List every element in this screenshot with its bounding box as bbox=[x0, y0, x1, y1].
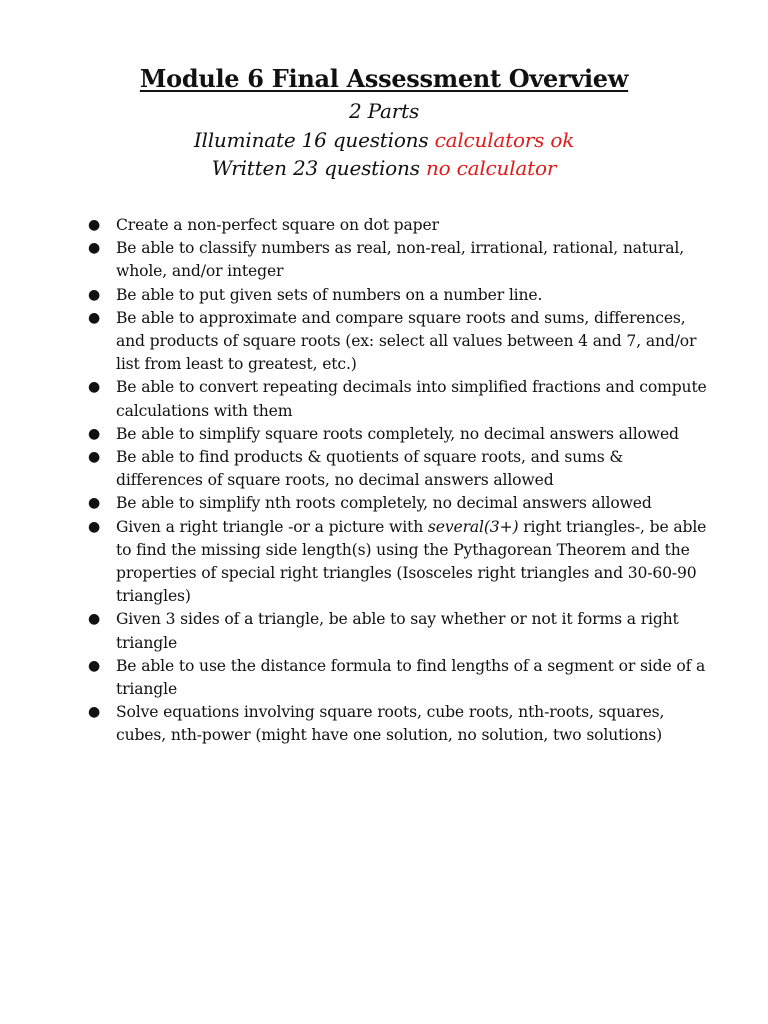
list-item bbox=[88, 655, 710, 701]
list-item-text-before: Given a right triangle -or a picture with bbox=[116, 517, 428, 536]
list-item bbox=[88, 284, 710, 307]
list-item bbox=[88, 214, 710, 237]
illuminate-note: calculators ok bbox=[434, 128, 575, 152]
written-line bbox=[0, 156, 768, 180]
bullet-icon: ● bbox=[88, 425, 101, 442]
list-item bbox=[88, 608, 710, 654]
list-item-text: Be able to use the distance formula to find lengths of a segment or side of a triangle bbox=[116, 656, 706, 699]
list-item bbox=[88, 307, 710, 377]
list-item-emphasis: several(3+) bbox=[427, 517, 519, 536]
list-item-text: Be able to simplify square roots completely, no decimal answers allowed bbox=[116, 424, 679, 443]
list-item-text: Be able to simplify nth roots completely, no decimal answers allowed bbox=[116, 494, 652, 513]
list-item-text: Create a non-perfect square on dot paper bbox=[116, 216, 439, 234]
bullet-icon: ● bbox=[88, 704, 101, 721]
bullet-icon: ● bbox=[88, 309, 101, 326]
topic-list bbox=[88, 214, 710, 748]
list-item bbox=[88, 516, 710, 609]
list-item-text: Be able to classify numbers as real, non-real, irrational, rational, natural, whole, and/or integer bbox=[116, 239, 685, 281]
list-item bbox=[88, 376, 710, 422]
list-item bbox=[88, 492, 710, 515]
list-item-text: Be able to approximate and compare square roots and sums, differences, and products of square roots (ex: select all values between 4 and 7, and/or list from least to greatest, etc.) bbox=[116, 308, 697, 374]
bullet-icon: ● bbox=[88, 240, 101, 257]
list-item-text: Given 3 sides of a triangle, be able to say whether or not it forms a right triangle bbox=[116, 610, 679, 652]
written-text: Written 23 questions bbox=[211, 156, 426, 180]
illuminate-text: Illuminate 16 questions bbox=[193, 128, 435, 152]
bullet-icon: ● bbox=[88, 286, 101, 303]
bullet-icon: ● bbox=[88, 611, 101, 628]
list-item bbox=[88, 446, 710, 492]
bullet-icon: ● bbox=[88, 657, 101, 674]
bullet-icon: ● bbox=[88, 495, 101, 512]
list-item bbox=[88, 237, 710, 283]
list-item-text: Be able to put given sets of numbers on a number line. bbox=[116, 285, 543, 304]
list-item-text-after: right triangles-, be able to find the missing side length(s) using the Pythagorean Theorem and the properties of special right triangles (Isosceles right triangles and 30-60-90 triangles) bbox=[116, 517, 707, 606]
illuminate-line bbox=[0, 128, 768, 152]
list-item bbox=[88, 701, 710, 747]
list-item-text: Be able to find products & quotients of square roots, and sums & differences of square roots, no decimal answers allowed bbox=[116, 448, 624, 490]
list-item-text: Solve equations involving square roots, cube roots, nth-roots, squares, cubes, nth-power (might have one solution, no solution, two solutions) bbox=[116, 703, 665, 745]
bullet-icon: ● bbox=[88, 217, 101, 233]
bullet-icon: ● bbox=[88, 518, 101, 535]
list-item bbox=[88, 423, 710, 446]
page-title: Module 6 Final Assessment Overview bbox=[139, 64, 629, 93]
list-item-text: Be able to convert repeating decimals into simplified fractions and compute calculations with them bbox=[116, 378, 707, 420]
written-note: no calculator bbox=[425, 156, 557, 180]
bullet-icon: ● bbox=[88, 379, 101, 396]
bullet-icon: ● bbox=[88, 449, 101, 466]
parts-line: 2 Parts bbox=[348, 99, 420, 123]
